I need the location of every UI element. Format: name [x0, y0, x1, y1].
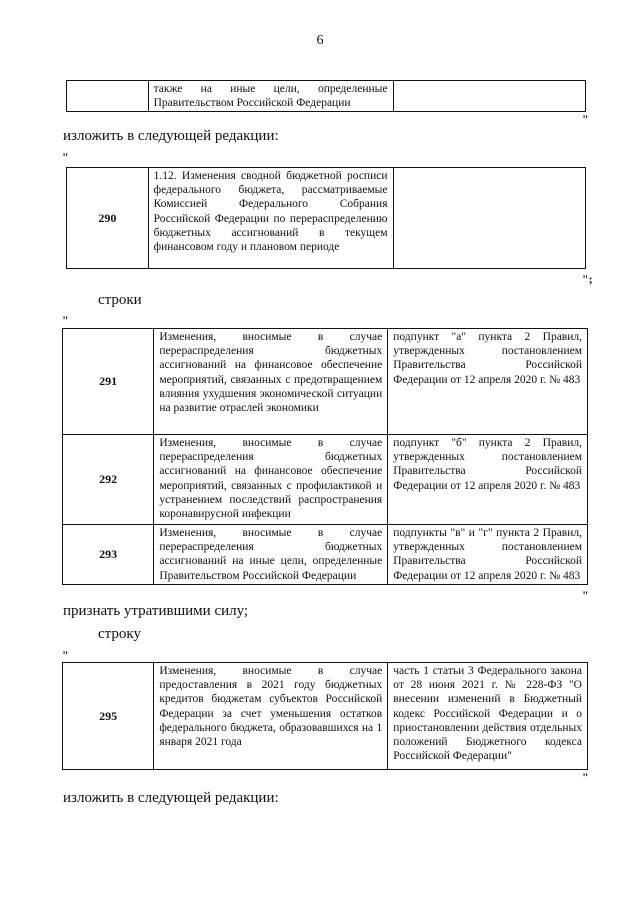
- basis-cell: подпункт "а" пункта 2 Правил, утвержденных постановлением Правительства Российской Федерации от 12 апреля 2020 г. № 483: [388, 329, 588, 435]
- table-rows-291-293: [62, 328, 588, 585]
- opening-quote: ": [62, 150, 69, 164]
- table-row: [67, 168, 586, 269]
- row-number: 290: [67, 168, 149, 269]
- closing-quote: ": [582, 112, 589, 126]
- row-number: 293: [63, 525, 154, 585]
- description-cell: также на иные цели, определенные Правительством Российской Федерации: [148, 81, 393, 112]
- table-row-290: [66, 167, 586, 269]
- opening-quote: ": [62, 313, 69, 327]
- instruction-paragraph: изложить в следующей редакции:: [63, 128, 279, 144]
- description-cell: Изменения, вносимые в случае перераспределения бюджетных ассигнований на иные цели, определенные Правительством Российской Федерации: [154, 525, 388, 585]
- table-row: [67, 81, 586, 112]
- closing-quote: ": [582, 770, 589, 784]
- basis-cell: подпункты "в" и "г" пункта 2 Правил, утвержденных постановлением Правительства Российской Федерации от 12 апреля 2020 г. № 483: [388, 525, 588, 585]
- description-cell: Изменения, вносимые в случае предоставления в 2021 году бюджетных кредитов бюджетам субъектов Российской Федерации за счет уменьшения остатков федерального бюджета, образовавшихся на 1 января 2021 года: [154, 663, 388, 770]
- page-number: 6: [316, 33, 324, 48]
- row-number: 291: [63, 329, 154, 435]
- description-cell: Изменения, вносимые в случае перераспределения бюджетных ассигнований на финансовое обеспечение мероприятий, связанных с предотвращением влияния ухудшения экономической ситуации на развитие отраслей экономики: [154, 329, 388, 435]
- row-number: 292: [63, 435, 154, 525]
- opening-quote: ": [62, 648, 69, 662]
- table-row-295: [62, 662, 588, 770]
- closing-quote: ";: [582, 272, 593, 286]
- basis-cell: [393, 168, 586, 269]
- description-cell: 1.12. Изменения сводной бюджетной росписи федерального бюджета, рассматриваемые Комиссией Федерального Собрания Российской Федерации по перераспределению бюджетных ассигнований в текущем финансовом году и плановом периоде: [148, 168, 393, 269]
- instruction-paragraph: признать утратившими силу;: [63, 603, 249, 619]
- instruction-paragraph: строки: [98, 292, 142, 308]
- table-row: [63, 329, 588, 435]
- instruction-paragraph: строку: [98, 626, 141, 642]
- number-cell: [67, 81, 149, 112]
- instruction-paragraph: изложить в следующей редакции:: [63, 790, 279, 806]
- basis-cell: часть 1 статьи 3 Федерального закона от 28 июня 2021 г. № 228-ФЗ "О внесении изменений в Бюджетный кодекс Российской Федерации и о приостановлении действия отдельных положений Бюджетного кодекса Российской Федерации": [388, 663, 588, 770]
- table-row: [63, 663, 588, 770]
- closing-quote: ": [582, 588, 589, 602]
- basis-cell: [393, 81, 586, 112]
- row-number: 295: [63, 663, 154, 770]
- table-row: [63, 435, 588, 525]
- basis-cell: подпункт "б" пункта 2 Правил, утвержденных постановлением Правительства Российской Федерации от 12 апреля 2020 г. № 483: [388, 435, 588, 525]
- table-row: [63, 525, 588, 585]
- description-cell: Изменения, вносимые в случае перераспределения бюджетных ассигнований на финансовое обеспечение мероприятий, связанных с профилактикой и устранением последствий распространения коронавирусной инфекции: [154, 435, 388, 525]
- table-continuation: [66, 80, 586, 112]
